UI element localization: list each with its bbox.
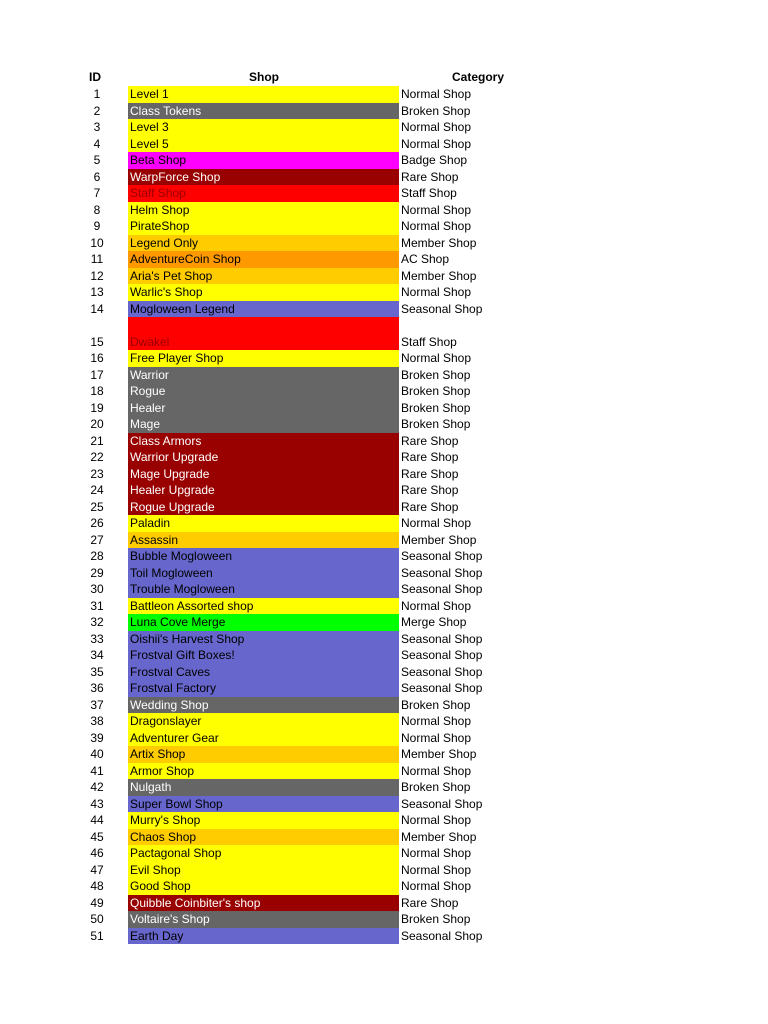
row-id: 44 <box>90 813 104 827</box>
table-row <box>0 829 768 846</box>
shop-name: Staff Shop <box>130 186 186 200</box>
category-cell: Normal Shop <box>401 516 472 530</box>
shop-cell <box>128 713 399 730</box>
shop-cell <box>128 251 399 268</box>
category-cell: Broken Shop <box>401 367 471 382</box>
shop-cell <box>128 862 399 879</box>
category-cell: AC Shop <box>401 252 450 266</box>
row-id: 40 <box>90 747 104 761</box>
shop-name: Luna Cove Merge <box>130 615 226 629</box>
shop-cell <box>128 466 399 483</box>
category-cell: Rare Shop <box>401 450 459 464</box>
table-row <box>0 185 768 202</box>
category-cell: Broken Shop <box>401 103 471 118</box>
table-row <box>0 86 768 103</box>
row-id: 34 <box>90 648 104 662</box>
row-id: 20 <box>90 417 104 431</box>
shop-name: Dwakel <box>130 334 170 349</box>
shop-name: Trouble Mogloween <box>130 582 235 596</box>
table-row <box>0 664 768 681</box>
row-id: 1 <box>93 87 101 101</box>
row-id: 6 <box>93 169 101 184</box>
row-id: 33 <box>90 631 104 646</box>
category-cell: Normal Shop <box>401 763 472 778</box>
shop-name: Mage <box>130 417 161 431</box>
shop-cell <box>128 499 399 516</box>
category-cell: Badge Shop <box>401 153 468 167</box>
shop-cell <box>128 301 399 318</box>
category-cell: Broken Shop <box>401 780 471 794</box>
row-id: 9 <box>93 219 101 233</box>
row-id: 51 <box>90 928 104 943</box>
shop-cell <box>128 136 399 153</box>
shop-name: Super Bowl Shop <box>130 796 223 811</box>
shop-name: Armor Shop <box>130 763 195 778</box>
category-cell: Normal Shop <box>401 846 472 860</box>
table-row <box>0 383 768 400</box>
table-row <box>0 152 768 169</box>
shop-cell <box>128 779 399 796</box>
table-row <box>0 515 768 532</box>
table-row <box>0 911 768 928</box>
shop-name: Warlic's Shop <box>130 285 203 299</box>
category-cell: Member Shop <box>401 747 477 761</box>
shop-name: Artix Shop <box>130 747 186 761</box>
table-row <box>0 779 768 796</box>
table-row <box>0 730 768 747</box>
shop-cell <box>128 103 399 120</box>
row-id: 11 <box>90 252 104 266</box>
shop-cell <box>128 697 399 714</box>
table-row <box>0 268 768 285</box>
category-cell: Member Shop <box>401 532 477 547</box>
row-id: 43 <box>90 796 104 811</box>
row-id: 28 <box>90 549 104 563</box>
shop-name: Toil Mogloween <box>130 565 213 580</box>
shop-cell <box>128 796 399 813</box>
table-row <box>0 746 768 763</box>
table-row <box>0 449 768 466</box>
row-id: 26 <box>90 516 104 530</box>
shop-cell <box>128 482 399 499</box>
shop-name: Free Player Shop <box>130 351 224 365</box>
shop-name: Evil Shop <box>130 862 181 877</box>
row-id: 38 <box>90 714 104 728</box>
shop-cell <box>128 350 399 367</box>
category-cell: Broken Shop <box>401 912 471 926</box>
row-id: 48 <box>90 879 104 893</box>
row-id: 19 <box>90 400 104 415</box>
shop-name: PirateShop <box>130 219 190 233</box>
table-row <box>0 400 768 417</box>
shop-cell <box>128 845 399 862</box>
shop-cell <box>128 680 399 697</box>
shop-cell <box>128 730 399 747</box>
row-id: 30 <box>90 582 104 596</box>
shop-cell <box>128 614 399 631</box>
category-cell: Normal Shop <box>401 730 472 745</box>
category-cell: Normal Shop <box>401 285 472 299</box>
category-cell: Rare Shop <box>401 466 459 481</box>
shop-cell <box>128 532 399 549</box>
category-cell: Seasonal Shop <box>401 565 483 580</box>
row-id: 17 <box>90 367 104 382</box>
row-id: 45 <box>90 829 104 844</box>
category-cell: Staff Shop <box>401 334 457 349</box>
shop-cell <box>128 895 399 912</box>
shop-name: Paladin <box>130 516 171 530</box>
row-id: 41 <box>90 763 104 778</box>
category-cell: Seasonal Shop <box>401 928 483 943</box>
shop-cell <box>128 928 399 945</box>
row-id: 2 <box>93 103 101 118</box>
shop-name: Frostval Gift Boxes! <box>130 648 235 662</box>
table-row <box>0 284 768 301</box>
row-id: 47 <box>90 862 104 877</box>
shop-cell <box>128 746 399 763</box>
shop-name: Warrior Upgrade <box>130 450 219 464</box>
shop-name: Oishii's Harvest Shop <box>130 631 245 646</box>
shop-name: Nulgath <box>130 780 172 794</box>
table-row <box>0 581 768 598</box>
shop-name: Bubble Mogloween <box>130 549 233 563</box>
shop-name: Class Tokens <box>130 103 202 118</box>
shop-cell <box>128 119 399 136</box>
shop-name: Level 1 <box>130 87 169 101</box>
category-cell: Seasonal Shop <box>401 549 483 563</box>
shop-name: Pactagonal Shop <box>130 846 222 860</box>
table-row <box>0 466 768 483</box>
row-id: 4 <box>93 136 101 151</box>
shop-name: Level 5 <box>130 136 169 151</box>
row-id: 21 <box>90 433 104 448</box>
table-row <box>0 251 768 268</box>
shop-cell <box>128 433 399 450</box>
shop-name: Battleon Assorted shop <box>130 598 254 613</box>
table-row <box>0 812 768 829</box>
shop-name: Chaos Shop <box>130 829 197 844</box>
table-row <box>0 433 768 450</box>
row-id: 29 <box>90 565 104 580</box>
shop-cell <box>128 515 399 532</box>
shop-cell <box>128 449 399 466</box>
table-row <box>0 301 768 318</box>
shop-name: Aria's Pet Shop <box>130 268 213 283</box>
category-cell: Broken Shop <box>401 697 471 712</box>
shop-cell <box>128 202 399 219</box>
shop-cell <box>128 829 399 846</box>
row-id: 16 <box>90 351 104 365</box>
shop-cell <box>128 548 399 565</box>
category-cell: Rare Shop <box>401 169 459 184</box>
table-row <box>0 367 768 384</box>
shop-cell <box>128 631 399 648</box>
row-id: 8 <box>93 202 101 217</box>
category-cell: Normal Shop <box>401 219 472 233</box>
table-row <box>0 350 768 367</box>
row-id: 3 <box>93 120 101 134</box>
row-id: 5 <box>93 153 101 167</box>
shop-name: Frostval Caves <box>130 664 211 679</box>
category-cell: Normal Shop <box>401 202 472 217</box>
row-id: 31 <box>90 598 104 613</box>
shop-name: Good Shop <box>130 879 191 893</box>
category-cell: Rare Shop <box>401 483 459 497</box>
table-row <box>0 598 768 615</box>
category-cell: Seasonal Shop <box>401 796 483 811</box>
category-cell: Broken Shop <box>401 400 471 415</box>
table-row <box>0 235 768 252</box>
shop-name: Rogue Upgrade <box>130 499 215 514</box>
shop-name: Level 3 <box>130 120 169 134</box>
category-cell: Merge Shop <box>401 615 467 629</box>
category-cell: Seasonal Shop <box>401 664 483 679</box>
row-id: 36 <box>90 681 104 695</box>
category-cell: Seasonal Shop <box>401 582 483 596</box>
category-cell: Normal Shop <box>401 351 472 365</box>
category-cell: Normal Shop <box>401 120 472 134</box>
shop-name: Wedding Shop <box>130 697 209 712</box>
table-row <box>0 713 768 730</box>
row-id: 42 <box>90 780 104 794</box>
row-id: 39 <box>90 730 104 745</box>
shop-name: Rogue <box>130 384 166 398</box>
table-row <box>0 878 768 895</box>
table-row <box>0 680 768 697</box>
category-cell: Normal Shop <box>401 598 472 613</box>
row-id: 32 <box>90 615 104 629</box>
header-shop: Shop <box>249 70 279 84</box>
table-row <box>0 631 768 648</box>
category-cell: Broken Shop <box>401 417 471 431</box>
row-id: 18 <box>90 384 104 398</box>
header-category: Category <box>452 70 505 84</box>
shop-cell <box>128 152 399 169</box>
category-cell: Normal Shop <box>401 862 472 877</box>
row-id: 23 <box>90 466 104 481</box>
row-id: 15 <box>90 334 104 349</box>
category-cell: Rare Shop <box>401 499 459 514</box>
row-id: 14 <box>90 301 104 316</box>
shop-cell <box>128 86 399 103</box>
shop-cell <box>128 647 399 664</box>
table-row <box>0 763 768 780</box>
shop-cell <box>128 664 399 681</box>
shop-cell <box>128 598 399 615</box>
shop-cell <box>128 416 399 433</box>
table-row <box>0 499 768 516</box>
category-cell: Member Shop <box>401 829 477 844</box>
shop-name: Beta Shop <box>130 153 187 167</box>
shop-cell <box>128 581 399 598</box>
shop-cell <box>128 911 399 928</box>
shop-name: Voltaire's Shop <box>130 912 210 926</box>
table-row <box>0 482 768 499</box>
shop-cell <box>128 878 399 895</box>
table-row <box>0 136 768 153</box>
table-row <box>0 928 768 945</box>
shop-cell <box>128 268 399 285</box>
category-cell: Normal Shop <box>401 879 472 893</box>
category-cell: Rare Shop <box>401 433 459 448</box>
table-row <box>0 697 768 714</box>
category-cell: Member Shop <box>401 268 477 283</box>
table-row <box>0 796 768 813</box>
shop-cell <box>128 235 399 252</box>
category-cell: Normal Shop <box>401 813 472 827</box>
table-row <box>0 202 768 219</box>
shop-name: Warrior <box>130 367 169 382</box>
shop-cell <box>128 284 399 301</box>
category-cell: Normal Shop <box>401 136 472 151</box>
shop-name: Adventurer Gear <box>130 730 219 745</box>
shop-cell <box>128 367 399 384</box>
category-cell: Normal Shop <box>401 87 472 101</box>
shop-name: Class Armors <box>130 433 202 448</box>
shop-name: Healer <box>130 400 166 415</box>
table-body <box>0 86 768 944</box>
shop-name: Mage Upgrade <box>130 466 210 481</box>
category-cell: Normal Shop <box>401 714 472 728</box>
shop-name: WarpForce Shop <box>130 169 221 184</box>
row-id: 13 <box>90 285 104 299</box>
shop-cell <box>128 565 399 582</box>
row-id: 37 <box>90 697 104 712</box>
shop-cell <box>128 169 399 186</box>
table-row <box>0 317 768 350</box>
shop-cell <box>128 400 399 417</box>
table-row <box>0 647 768 664</box>
shop-name: AdventureCoin Shop <box>130 252 241 266</box>
shop-cell <box>128 812 399 829</box>
shop-name: Helm Shop <box>130 202 190 217</box>
shop-cell <box>128 218 399 235</box>
row-id: 12 <box>90 268 104 283</box>
shop-name: Dragonslayer <box>130 714 202 728</box>
shop-cell <box>128 383 399 400</box>
shop-name: Mogloween Legend <box>130 301 235 316</box>
table-row <box>0 565 768 582</box>
table-row <box>0 119 768 136</box>
row-id: 46 <box>90 846 104 860</box>
row-id: 50 <box>90 912 104 926</box>
row-id: 22 <box>90 450 104 464</box>
table-row <box>0 218 768 235</box>
category-cell: Seasonal Shop <box>401 681 483 695</box>
table-row <box>0 548 768 565</box>
table-row <box>0 532 768 549</box>
row-id: 25 <box>90 499 104 514</box>
shop-cell <box>128 317 399 350</box>
row-id: 10 <box>90 235 104 250</box>
category-cell: Rare Shop <box>401 895 459 910</box>
row-id: 49 <box>90 895 104 910</box>
table-row <box>0 103 768 120</box>
shop-cell <box>128 763 399 780</box>
table-row <box>0 845 768 862</box>
row-id: 35 <box>90 664 104 679</box>
row-id: 24 <box>90 483 104 497</box>
shop-name: Assassin <box>130 532 179 547</box>
shop-name: Quibble Coinbiter's shop <box>130 895 261 910</box>
row-id: 7 <box>93 186 101 200</box>
shop-name: Earth Day <box>130 928 184 943</box>
category-cell: Seasonal Shop <box>401 301 483 316</box>
table-row <box>0 895 768 912</box>
shop-cell <box>128 185 399 202</box>
header-id: ID <box>89 70 101 84</box>
category-cell: Seasonal Shop <box>401 648 483 662</box>
category-cell: Seasonal Shop <box>401 631 483 646</box>
table-row <box>0 416 768 433</box>
table-row <box>0 862 768 879</box>
shop-name: Frostval Factory <box>130 681 217 695</box>
shop-name: Murry's Shop <box>130 813 201 827</box>
table-row <box>0 169 768 186</box>
shop-name: Legend Only <box>130 235 199 250</box>
category-cell: Broken Shop <box>401 384 471 398</box>
category-cell: Member Shop <box>401 235 477 250</box>
row-id: 27 <box>90 532 104 547</box>
table-row <box>0 614 768 631</box>
category-cell: Staff Shop <box>401 186 457 200</box>
shop-name: Healer Upgrade <box>130 483 215 497</box>
